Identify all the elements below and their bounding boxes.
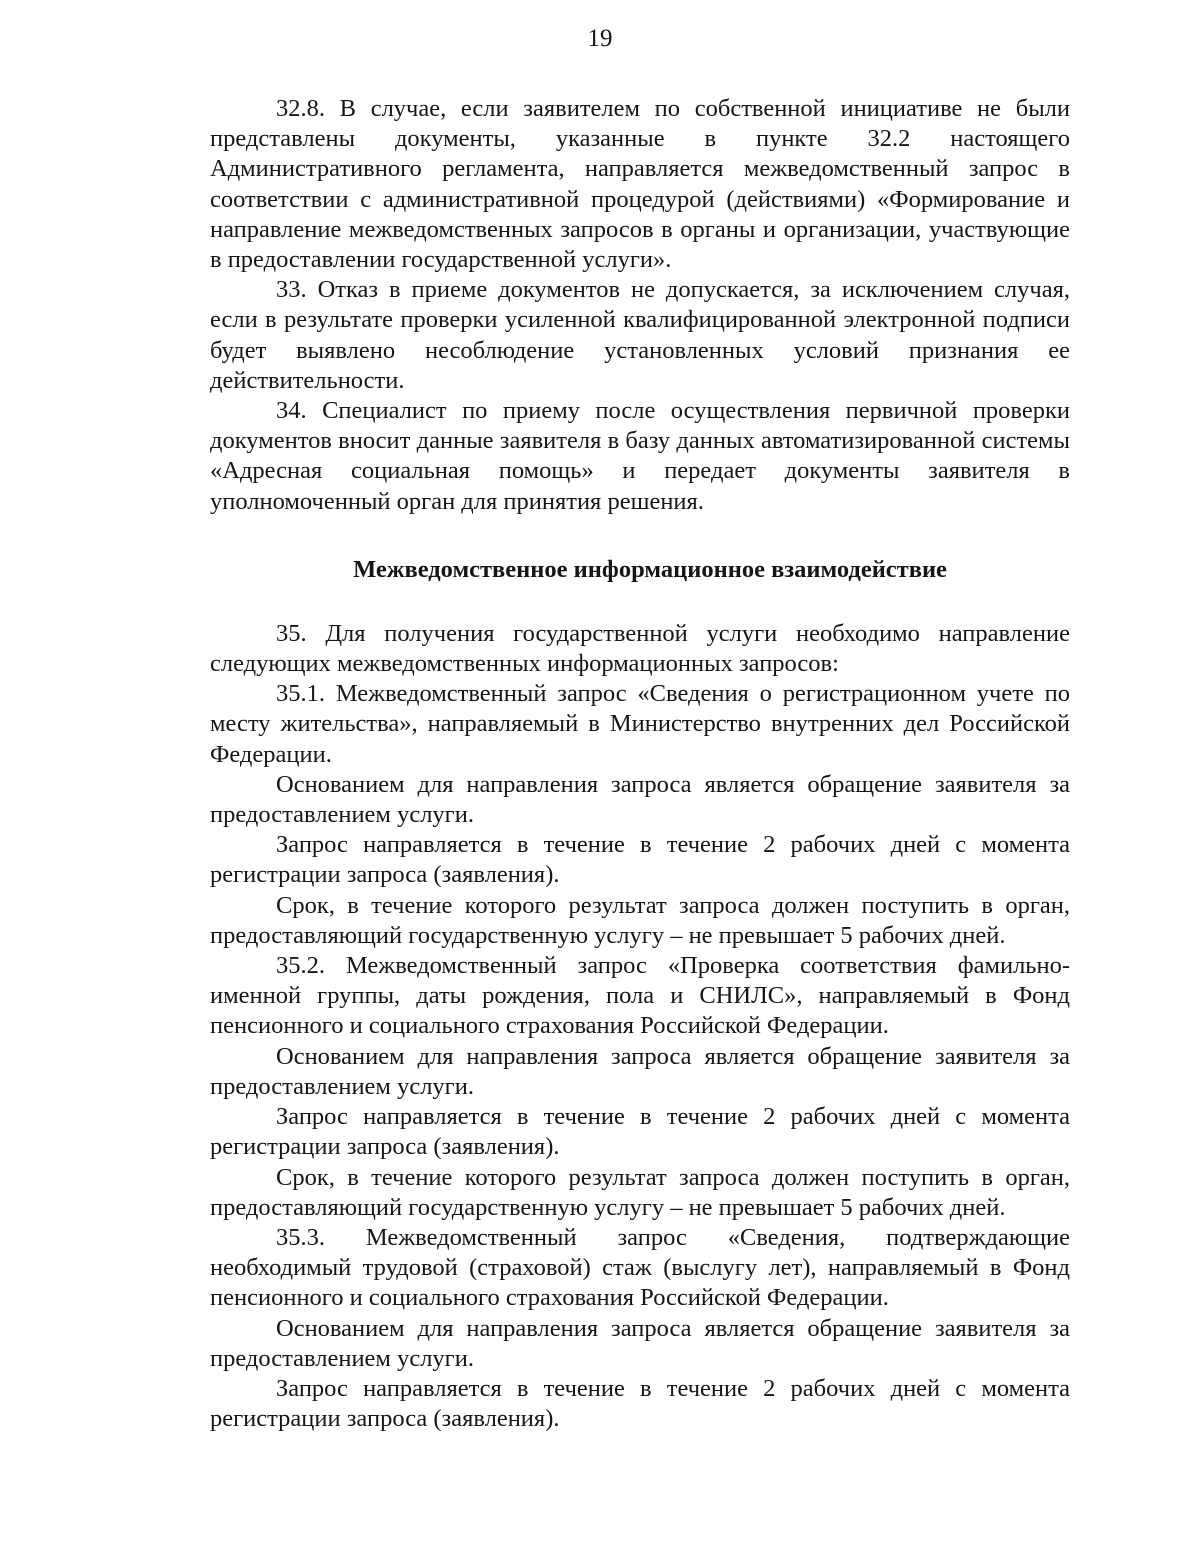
paragraph-35: 35. Для получения государственной услуги необходимо направление следующих межведомственных информационных запросов: — [210, 619, 1070, 678]
paragraph-35-1-send-term: Запрос направляется в течение в течение 2 рабочих дней с момента регистрации запроса (заявления). — [210, 831, 1070, 889]
document-body — [210, 94, 1070, 1434]
paragraph-35-3: 35.3. Межведомственный запрос «Сведения, подтверждающие необходимый трудовой (страховой) стаж (выслугу лет), направляемый в Фонд пенсионного и социального страхования Российской Федерации. — [210, 1223, 1070, 1312]
paragraph-32-8: 32.8. В случае, если заявителем по собственной инициативе не были представлены документы, указанные в пункте 32.2 настоящего Административного регламента, направляется межведомственный запрос в соответствии с административной процедурой (действиями) «Формирование и направление межведомственных запросов в органы и организации, участвующие в предоставлении государственной услуги». — [210, 95, 1070, 274]
section-heading: Межведомственное информационное взаимодействие — [353, 555, 947, 583]
paragraph-35-1-result-term: Срок, в течение которого результат запроса должен поступить в орган, предоставляющий государственную услугу – не превышает 5 рабочих дней. — [210, 891, 1070, 949]
paragraph-35-1-basis: Основанием для направления запроса является обращение заявителя за предоставлением услуги. — [210, 770, 1070, 829]
paragraph-35-2: 35.2. Межведомственный запрос «Проверка соответствия фамильно-именной группы, даты рождения, пола и СНИЛС», направляемый в Фонд пенсионного и социального страхования Российской Федерации. — [210, 952, 1070, 1040]
paragraph-35-1: 35.1. Межведомственный запрос «Сведения о регистрационном учете по месту жительства», направляемый в Министерство внутренних дел Российской Федерации. — [210, 680, 1070, 768]
page-number: 19 — [587, 25, 613, 52]
paragraph-35-2-send-term: Запрос направляется в течение в течение 2 рабочих дней с момента регистрации запроса (заявления). — [210, 1103, 1070, 1161]
paragraph-33: 33. Отказ в приеме документов не допускается, за исключением случая, если в результате проверки усиленной квалифицированной электронной подписи будет выявлено несоблюдение установленных условий признания ее действительности. — [210, 276, 1070, 394]
paragraph-35-3-basis: Основанием для направления запроса является обращение заявителя за предоставлением услуги. — [210, 1314, 1070, 1372]
paragraph-34: 34. Специалист по приему после осуществления первичной проверки документов вносит данные заявителя в базу данных автоматизированной системы «Адресная социальная помощь» и передает документы заявителя в уполномоченный орган для принятия решения. — [210, 397, 1070, 515]
paragraph-35-3-send-term: Запрос направляется в течение в течение 2 рабочих дней с момента регистрации запроса (заявления). — [210, 1374, 1070, 1433]
paragraph-35-2-basis: Основанием для направления запроса является обращение заявителя за предоставлением услуги. — [210, 1042, 1070, 1100]
paragraph-35-2-result-term: Срок, в течение которого результат запроса должен поступить в орган, предоставляющий государственную услугу – не превышает 5 рабочих дней. — [210, 1163, 1070, 1221]
